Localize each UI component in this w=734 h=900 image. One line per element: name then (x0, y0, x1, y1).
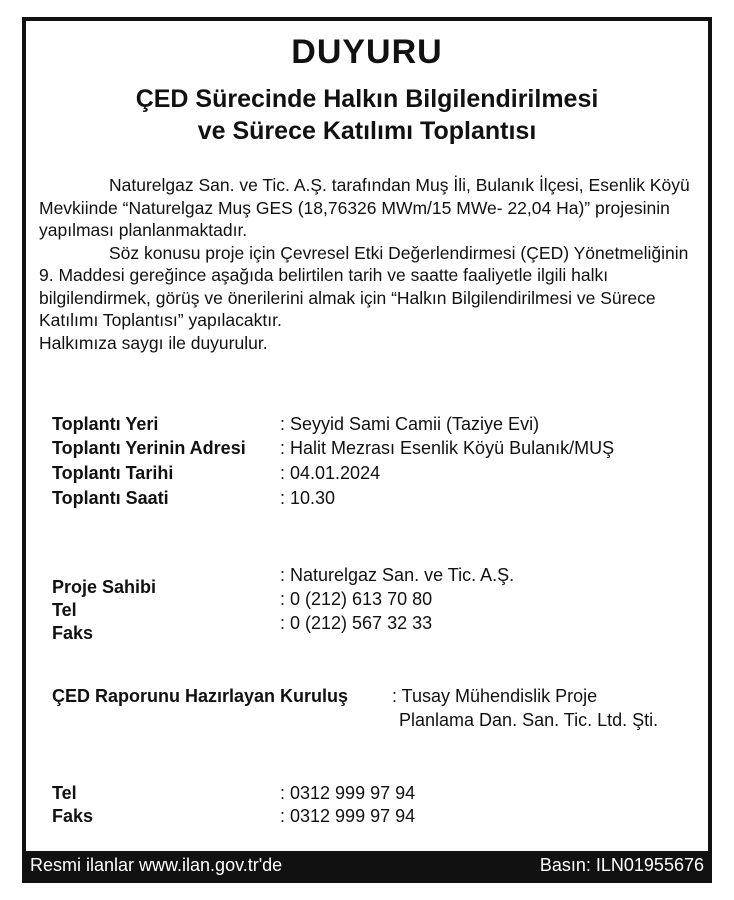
announcement-title: DUYURU (291, 33, 443, 71)
paragraph-closing: Halkımıza saygı ile duyurulur. (39, 332, 268, 353)
meeting-date-value: : 04.01.2024 (280, 463, 381, 483)
meeting-date-label: Toplantı Tarihi (52, 463, 174, 483)
owner-tel-value: : 0 (212) 613 70 80 (280, 589, 433, 609)
announcement-frame (22, 17, 712, 883)
owner-fax-label: Faks (52, 623, 94, 643)
ced-tel-value: : 0312 999 97 94 (280, 783, 416, 803)
owner-tel-label: Tel (52, 600, 77, 620)
subtitle-line-2: ve Sürece Katılımı Toplantısı (197, 117, 537, 145)
ced-organization-value-line1: : Tusay Mühendislik Proje (392, 686, 598, 706)
paragraph-meeting: Söz konusu proje için Çevresel Etki Değerlendirmesi (ÇED) Yönetmeliğinin 9. Maddesi gereğince aşağıda belirtilen tarih ve saatte faaliyetle ilgili halkı bilgilendirmek, görüş ve önerilerini almak için “Halkın Bilgilendirilmesi ve Sürece Katılımı Toplantısı” yapılacaktır. (39, 242, 689, 330)
meeting-address-label: Toplantı Yerinin Adresi (52, 438, 246, 458)
ced-fax-value: : 0312 999 97 94 (280, 806, 416, 826)
ced-fax-label: Faks (52, 806, 94, 826)
subtitle-line-1: ÇED Sürecinde Halkın Bilgilendirilmesi (135, 85, 599, 113)
ced-organization-label: ÇED Raporunu Hazırlayan Kuruluş (52, 686, 349, 706)
meeting-place-value: : Seyyid Sami Camii (Taziye Evi) (280, 414, 540, 434)
announcement-body (39, 174, 699, 354)
ced-tel-label: Tel (52, 783, 77, 803)
footer-press-code: Basın: ILN01955676 (539, 855, 704, 875)
meeting-address-value: : Halit Mezrası Esenlik Köyü Bulanık/MUŞ (280, 438, 615, 458)
announcement-subtitle (26, 83, 708, 147)
ced-organization-value-line2: Planlama Dan. San. Tic. Ltd. Şti. (399, 710, 659, 730)
paragraph-project: Naturelgaz San. ve Tic. A.Ş. tarafından Muş İli, Bulanık İlçesi, Esenlik Köyü Mevkiinde “Naturelgaz Muş GES (18,76326 MWm/15 MWe- 22,04 Ha)” projesinin yapılması planlanmaktadır. (39, 175, 690, 240)
meeting-place-label: Toplantı Yeri (52, 414, 159, 434)
footer-website: Resmi ilanlar www.ilan.gov.tr'de (30, 855, 283, 875)
owner-fax-value: : 0 (212) 567 32 33 (280, 613, 433, 633)
footer-bar (26, 851, 708, 879)
owner-name-value: : Naturelgaz San. ve Tic. A.Ş. (280, 565, 515, 585)
meeting-time-value: : 10.30 (280, 488, 336, 508)
owner-label: Proje Sahibi (52, 577, 157, 597)
meeting-time-label: Toplantı Saati (52, 488, 169, 508)
